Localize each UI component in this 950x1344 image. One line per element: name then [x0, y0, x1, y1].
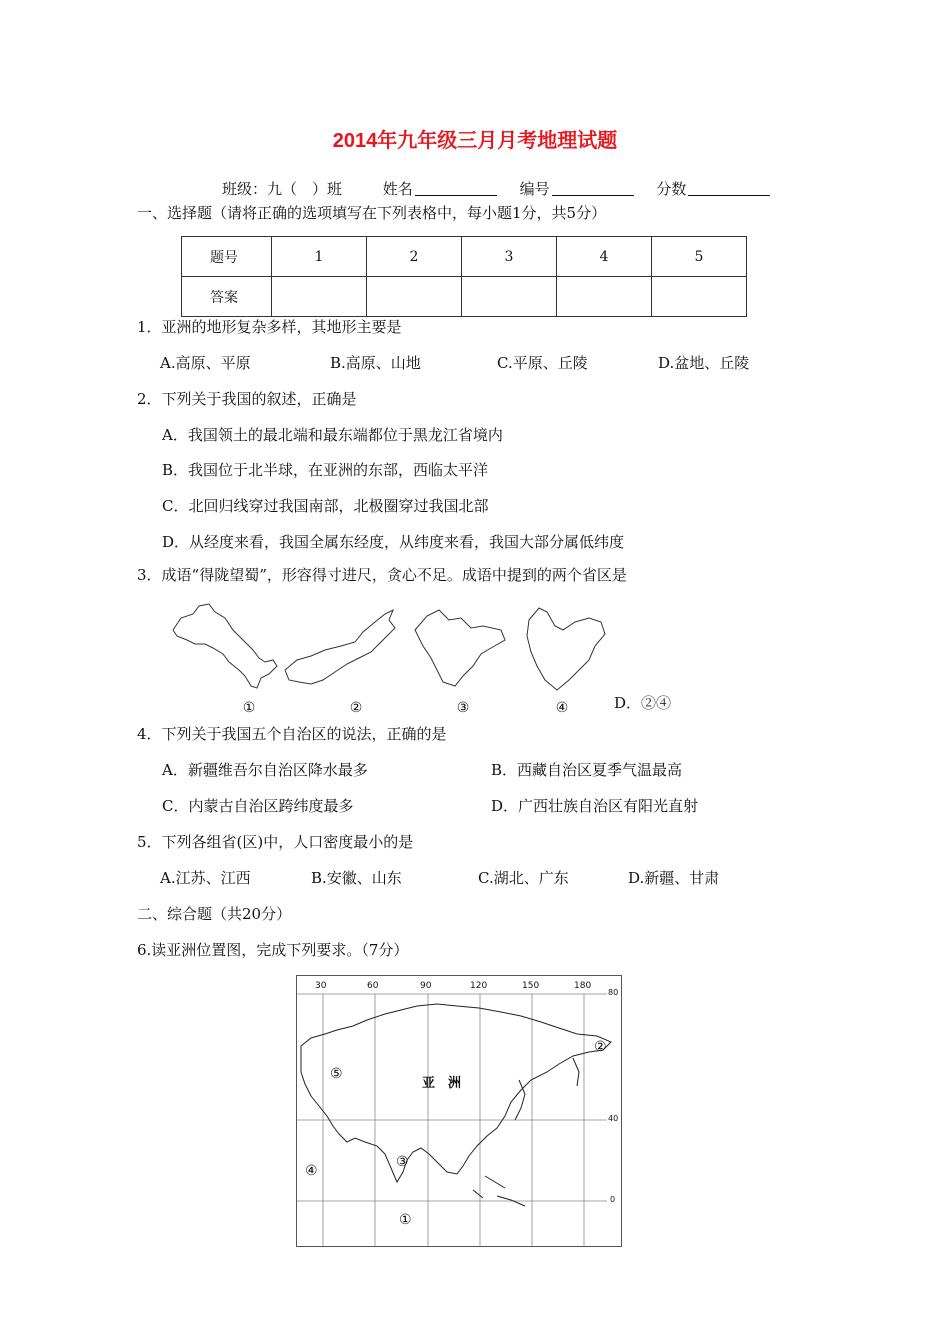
province-label-3: ③	[456, 700, 470, 716]
map-marker-4: ④	[305, 1163, 318, 1179]
asia-coastline	[301, 1004, 611, 1182]
province-label-2: ②	[349, 700, 363, 716]
southeast-islands	[473, 1176, 525, 1206]
map-marker-1: ①	[399, 1212, 412, 1228]
province-label-1: ①	[242, 700, 256, 716]
question-4: 4．下列关于我国五个自治区的说法，正确的是	[137, 725, 447, 743]
lat-label-0: 0	[610, 1195, 616, 1204]
table-cell-number: 3	[462, 237, 557, 277]
student-info-line	[222, 178, 770, 199]
table-header-answer: 答案	[182, 277, 272, 317]
q4-option-a: A．新疆维吾尔自治区降水最多	[162, 761, 368, 779]
q3-option-d: D．②④	[614, 694, 672, 712]
section2-heading: 二、综合题（共20分）	[137, 905, 292, 923]
page-title: 2014年九年级三月月考地理试题	[332, 130, 618, 152]
question-6: 6.读亚洲位置图，完成下列要求。（7分）	[137, 941, 409, 959]
table-header-number: 题号	[182, 237, 272, 277]
lon-label-180: 180	[574, 981, 592, 991]
table-row	[182, 277, 747, 317]
section1-heading: 一、选择题（请将正确的选项填写在下列表格中，每小题1分，共5分）	[137, 204, 607, 222]
q2-option-a: A．我国领土的最北端和最东端都位于黑龙江省境内	[162, 426, 503, 444]
question-3: 3．成语“得陇望蜀”，形容得寸进尺，贪心不足。成语中提到的两个省区是	[137, 566, 627, 584]
q5-option-d: D.新疆、甘肃	[628, 869, 720, 887]
lon-label-120: 120	[470, 981, 488, 991]
question-5: 5．下列各组省(区)中，人口密度最小的是	[137, 833, 414, 851]
q5-option-c: C.湖北、广东	[478, 869, 569, 887]
answer-cell[interactable]	[557, 277, 652, 317]
asia-location-map	[296, 975, 622, 1247]
number-label: 编号	[519, 180, 550, 198]
q1-option-a: A.高原、平原	[160, 354, 251, 372]
lat-label-80: 80	[608, 988, 619, 997]
province-outlines-figure	[165, 600, 610, 700]
map-marker-2: ②	[594, 1039, 607, 1055]
q1-option-b: B.高原、山地	[330, 354, 421, 372]
asia-label: 亚 洲	[422, 1076, 462, 1091]
lon-label-60: 60	[367, 981, 379, 991]
q1-option-c: C.平原、丘陵	[497, 354, 588, 372]
table-cell-number: 1	[272, 237, 367, 277]
q4-option-b: B．西藏自治区夏季气温最高	[491, 761, 683, 779]
map-marker-5: ⑤	[330, 1066, 343, 1082]
q2-option-c: C．北回归线穿过我国南部，北极圈穿过我国北部	[162, 497, 489, 515]
province-label-4: ④	[555, 700, 569, 716]
class-label: 班级：九（ ）班	[222, 180, 343, 198]
question-2: 2．下列关于我国的叙述，正确是	[137, 390, 357, 408]
lon-label-150: 150	[522, 981, 540, 991]
province-outline-inner-mongolia	[285, 610, 395, 684]
score-field[interactable]	[688, 181, 770, 196]
table-cell-number: 4	[557, 237, 652, 277]
q2-option-b: B．我国位于北半球，在亚洲的东部，西临太平洋	[162, 461, 489, 479]
table-row	[182, 237, 747, 277]
map-marker-3: ③	[396, 1154, 409, 1170]
answer-cell[interactable]	[462, 277, 557, 317]
name-label: 姓名	[382, 180, 413, 198]
q1-option-d: D.盆地、丘陵	[658, 354, 750, 372]
asia-map-graphic	[297, 976, 621, 1246]
question-1: 1．亚洲的地形复杂多样，其地形主要是	[137, 318, 402, 336]
answer-cell[interactable]	[272, 277, 367, 317]
answer-cell[interactable]	[652, 277, 747, 317]
q4-option-d: D．广西壮族自治区有阳光直射	[491, 797, 699, 815]
number-field[interactable]	[552, 181, 634, 196]
lon-label-90: 90	[420, 981, 432, 991]
q5-option-b: B.安徽、山东	[311, 869, 402, 887]
score-label: 分数	[656, 180, 687, 198]
japan-coast	[515, 1080, 525, 1120]
province-outline-yunnan	[527, 608, 605, 690]
answer-cell[interactable]	[367, 277, 462, 317]
lon-label-30: 30	[315, 981, 327, 991]
kamchatka-coast	[573, 1058, 579, 1086]
table-cell-number: 2	[367, 237, 462, 277]
answer-table	[181, 236, 747, 317]
province-outline-sichuan	[415, 610, 505, 686]
q5-option-a: A.江苏、江西	[160, 869, 251, 887]
table-cell-number: 5	[652, 237, 747, 277]
lat-label-40: 40	[608, 1114, 619, 1123]
q2-option-d: D．从经度来看，我国全属东经度，从纬度来看，我国大部分属低纬度	[162, 533, 625, 551]
q4-option-c: C．内蒙古自治区跨纬度最多	[162, 797, 354, 815]
province-outline-gansu	[173, 604, 277, 688]
name-field[interactable]	[415, 181, 497, 196]
